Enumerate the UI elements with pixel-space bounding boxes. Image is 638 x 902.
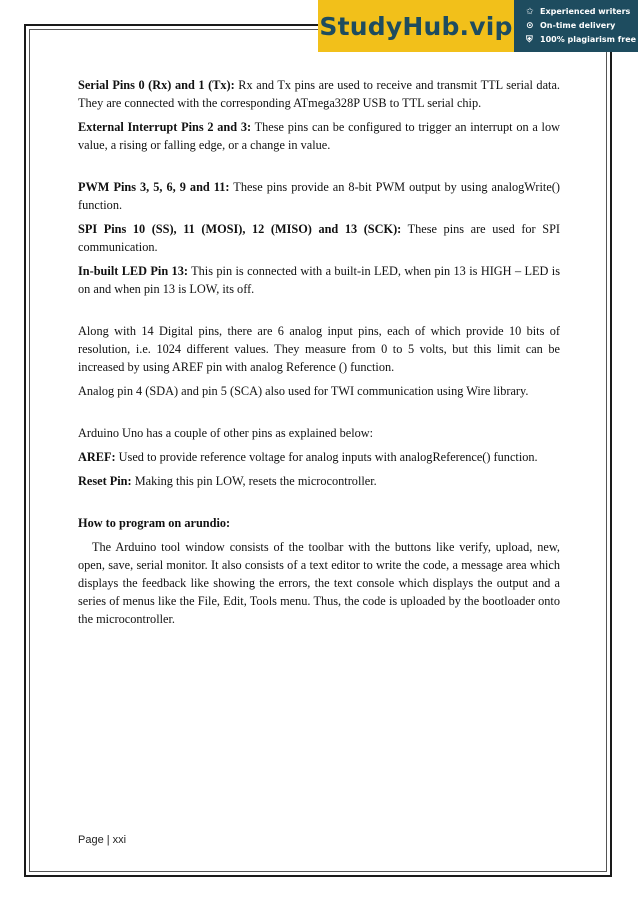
led-pin-label: In-built LED Pin 13:: [78, 264, 188, 278]
interrupt-pins-label: External Interrupt Pins 2 and 3:: [78, 120, 252, 134]
star-icon: ✩: [526, 7, 534, 17]
aref-label: AREF:: [78, 450, 116, 464]
reset-pin-label: Reset Pin:: [78, 474, 132, 488]
serial-pins-text: Rx and Tx pins are used to receive and transmit TTL serial data. They are connected with the corresponding ATmega328P USB to TTL serial chip.: [78, 78, 560, 110]
pwm-pins-text: These pins provide an 8-bit PWM output by using analogWrite() function.: [78, 180, 560, 212]
feature-on-time-delivery: [526, 19, 638, 33]
paragraph-reset: [78, 472, 560, 490]
paragraph-serial-pins: [78, 76, 560, 112]
spi-pins-text: These pins are used for SPI communication.: [78, 222, 560, 254]
paragraph-programming: The Arduino tool window consists of the toolbar with the buttons like verify, upload, new, open, save, serial monitor. It also consists of a text editor to write the code, a message area which displays the feedback like showing the errors, the text console which displays the output and a series of menus like the File, Edit, Tools menu. Thus, the code is uploaded by the bootloader onto the microcontroller.: [78, 540, 560, 626]
paragraph-spi-pins: [78, 220, 560, 256]
paragraph-analog-intro: Along with 14 Digital pins, there are 6 analog input pins, each of which provide 10 bits of resolution, i.e. 1024 different values. They measure from 0 to 5 volts, but this limit can be increased by using AREF pin with analog Reference () function.: [78, 324, 560, 374]
document-body: [78, 76, 560, 628]
section-heading-programming: How to program on arundio:: [78, 516, 231, 530]
feature-plagiarism-free: [526, 33, 638, 47]
feature-label: On-time delivery: [540, 21, 616, 30]
aref-text: Used to provide reference voltage for analog inputs with analogReference() function.: [115, 450, 538, 464]
paragraph-led-pin: [78, 262, 560, 298]
feature-label: Experienced writers: [540, 7, 631, 16]
clock-icon: ⊙: [526, 21, 534, 31]
serial-pins-label: Serial Pins 0 (Rx) and 1 (Tx):: [78, 78, 235, 92]
paragraph-analog-twi: Analog pin 4 (SDA) and pin 5 (SCA) also used for TWI communication using Wire library.: [78, 384, 529, 398]
banner-features: [514, 0, 638, 52]
feature-label: 100% plagiarism free: [540, 35, 637, 44]
reset-pin-text: Making this pin LOW, resets the microcontroller.: [131, 474, 377, 488]
paragraph-aref: [78, 448, 560, 466]
paragraph-other-pins: Arduino Uno has a couple of other pins as explained below:: [78, 426, 374, 440]
shield-icon: ⛨: [526, 35, 533, 45]
led-pin-text: This pin is connected with a built-in LED, when pin 13 is HIGH – LED is on and when pin 13 is LOW, its off.: [78, 264, 560, 296]
interrupt-pins-text: These pins can be configured to trigger an interrupt on a low value, a rising or falling edge, or a change in value.: [78, 120, 560, 152]
feature-experienced-writers: [526, 5, 638, 19]
page-number: Page | xxi: [78, 834, 127, 846]
studyhub-logo[interactable]: StudyHub.vip: [318, 0, 514, 52]
paragraph-interrupt-pins: [78, 118, 560, 154]
pwm-pins-label: PWM Pins 3, 5, 6, 9 and 11:: [78, 180, 230, 194]
spi-pins-label: SPI Pins 10 (SS), 11 (MOSI), 12 (MISO) and 13 (SCK):: [78, 222, 402, 236]
studyhub-banner[interactable]: [318, 0, 638, 52]
paragraph-pwm-pins: [78, 178, 560, 214]
